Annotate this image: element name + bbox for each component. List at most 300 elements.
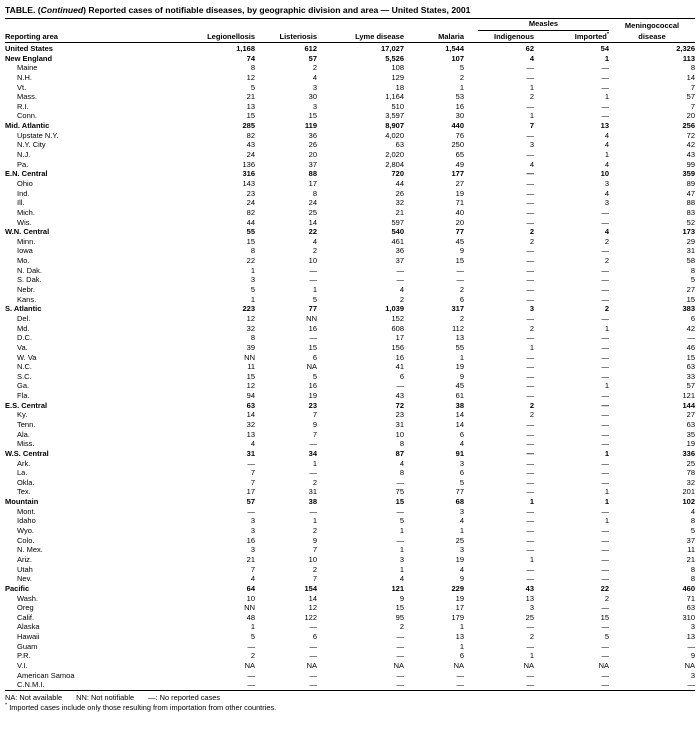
cell-meningococcal: 78 (686, 468, 695, 478)
cell-reporting-area: N.J. (17, 150, 31, 160)
cell-malaria: 76 (455, 130, 464, 140)
table-row (5, 391, 695, 401)
cell-legionellosis: 1 (250, 265, 255, 275)
lyme-disease-header: Lyme disease (355, 31, 404, 41)
cell-measles-imported: 3 (604, 178, 609, 188)
cell-malaria: — (456, 680, 464, 690)
cell-listeriosis: 5 (312, 294, 317, 304)
footnotes (5, 693, 695, 713)
cell-legionellosis: 44 (246, 217, 255, 227)
cell-measles-imported: — (601, 313, 609, 323)
cell-measles-indigenous: — (526, 371, 534, 381)
table-row (5, 526, 695, 536)
cell-measles-indigenous: 2 (529, 323, 534, 333)
cell-measles-indigenous: — (526, 72, 534, 82)
cell-malaria: 177 (451, 169, 464, 179)
cell-lyme-disease: 540 (391, 227, 404, 237)
cell-meningococcal: — (687, 641, 695, 651)
cell-measles-indigenous: — (526, 246, 534, 256)
cell-reporting-area: Ind. (17, 188, 30, 198)
cell-lyme-disease: — (396, 506, 404, 516)
table-row (5, 121, 695, 131)
cell-malaria: 55 (455, 342, 464, 352)
measles-imported-header: Imported* (574, 31, 609, 41)
table-row (5, 651, 695, 661)
table-row (5, 449, 695, 459)
table-row (5, 680, 695, 690)
cell-meningococcal: 144 (682, 400, 695, 410)
cell-measles-indigenous: — (526, 130, 534, 140)
cell-lyme-disease: — (396, 632, 404, 642)
cell-measles-imported: 1 (604, 516, 609, 526)
cell-measles-imported: 2 (604, 593, 609, 603)
cell-legionellosis: 1,168 (236, 44, 255, 53)
cell-lyme-disease: 129 (391, 72, 404, 82)
cell-malaria: NA (453, 661, 464, 670)
cell-reporting-area: Minn. (17, 236, 36, 246)
table-title: TABLE. (Continued) Reported cases of notifiable diseases, by geographic division and area — United States, 2001 (5, 5, 471, 15)
table-row (5, 439, 695, 449)
cell-measles-indigenous: 3 (529, 603, 534, 613)
cell-listeriosis: — (309, 468, 317, 478)
cell-meningococcal: 8 (690, 265, 695, 275)
cell-reporting-area: Guam (17, 641, 38, 651)
cell-listeriosis: 24 (308, 198, 317, 208)
table-row (5, 574, 695, 584)
cell-listeriosis: 88 (308, 169, 317, 179)
cell-measles-indigenous: — (526, 333, 534, 343)
cell-meningococcal: 113 (682, 53, 695, 63)
cell-reporting-area: N. Mex. (17, 545, 43, 555)
cell-measles-imported: 1 (604, 448, 609, 458)
cell-measles-indigenous: 2 (529, 236, 534, 246)
table-row (5, 169, 695, 179)
cell-meningococcal: 11 (687, 545, 695, 555)
cell-legionellosis: NN (244, 603, 255, 613)
cell-legionellosis: 43 (246, 140, 255, 150)
cell-legionellosis: 13 (246, 101, 255, 111)
cell-measles-indigenous: — (526, 198, 534, 208)
cell-measles-imported: — (601, 564, 609, 574)
cell-legionellosis: 7 (250, 564, 255, 574)
cell-lyme-disease: 37 (395, 256, 404, 266)
table-row (5, 237, 695, 247)
cell-listeriosis: 4 (312, 72, 317, 82)
cell-listeriosis: 34 (308, 448, 317, 458)
cell-malaria: 440 (451, 121, 464, 131)
cell-reporting-area: La. (17, 468, 28, 478)
cell-malaria: 317 (451, 304, 464, 314)
cell-reporting-area: Mo. (17, 256, 30, 266)
cell-reporting-area: Tex. (17, 487, 31, 497)
cell-measles-indigenous: 1 (529, 342, 534, 352)
cell-meningococcal: 5 (690, 526, 695, 536)
cell-malaria: 13 (455, 333, 464, 343)
cell-listeriosis: 3 (312, 101, 317, 111)
cell-reporting-area: S. Dak. (17, 275, 42, 285)
table-row (5, 343, 695, 353)
cell-lyme-disease: — (396, 275, 404, 285)
cell-legionellosis: 12 (246, 381, 255, 391)
cell-listeriosis: — (309, 439, 317, 449)
cell-reporting-area: Del. (17, 313, 31, 323)
cell-listeriosis: 119 (304, 121, 317, 131)
cell-listeriosis: NA (306, 661, 317, 670)
cell-listeriosis: 15 (308, 111, 317, 121)
cell-lyme-disease: 44 (395, 178, 404, 188)
cell-measles-indigenous: — (526, 285, 534, 295)
cell-meningococcal: 3 (690, 622, 695, 632)
cell-lyme-disease: 597 (391, 217, 404, 227)
cell-lyme-disease: 17 (395, 333, 404, 343)
cell-legionellosis: 94 (246, 391, 255, 401)
cell-lyme-disease: 8 (399, 439, 404, 449)
cell-legionellosis: 39 (246, 342, 255, 352)
cell-measles-imported: 2 (604, 236, 609, 246)
cell-malaria: 5 (459, 477, 464, 487)
cell-meningococcal: 27 (686, 285, 695, 295)
cell-malaria: 71 (455, 198, 464, 208)
cell-measles-indigenous: 3 (529, 304, 534, 314)
cell-measles-indigenous: 7 (529, 121, 534, 131)
cell-legionellosis: 24 (246, 150, 255, 160)
cell-meningococcal: 336 (682, 448, 695, 458)
cell-measles-imported: — (601, 63, 609, 73)
cell-measles-indigenous: — (526, 458, 534, 468)
cell-reporting-area: W. Va (17, 352, 37, 362)
cell-measles-imported: 4 (604, 227, 609, 237)
cell-malaria: 65 (455, 150, 464, 160)
cell-legionellosis: 22 (246, 256, 255, 266)
cell-listeriosis: 38 (308, 497, 317, 507)
cell-malaria: 9 (459, 246, 464, 256)
cell-malaria: 3 (459, 545, 464, 555)
cell-legionellosis: — (247, 641, 255, 651)
cell-meningococcal: 8 (690, 63, 695, 73)
table-row (5, 353, 695, 363)
cell-listeriosis: 7 (312, 429, 317, 439)
cell-lyme-disease: 608 (391, 323, 404, 333)
cell-lyme-disease: 6 (399, 371, 404, 381)
cell-measles-indigenous: 2 (529, 400, 534, 410)
cell-meningococcal: 27 (686, 410, 695, 420)
cell-meningococcal: 15 (686, 352, 695, 362)
cell-measles-imported: 3 (604, 198, 609, 208)
cell-malaria: 45 (455, 236, 464, 246)
cell-measles-imported: — (601, 111, 609, 121)
cell-lyme-disease: 4,020 (385, 130, 404, 140)
cell-legionellosis: 32 (246, 419, 255, 429)
cell-malaria: 112 (452, 323, 464, 333)
cell-lyme-disease: 8 (399, 468, 404, 478)
cell-lyme-disease: 3,597 (385, 111, 404, 121)
cell-legionellosis: 15 (246, 236, 255, 246)
footnote-dash: —: No reported cases (148, 692, 221, 702)
cell-listeriosis: 6 (312, 632, 317, 642)
cell-lyme-disease: 10 (395, 429, 404, 439)
cell-legionellosis: 7 (250, 468, 255, 478)
cell-measles-indigenous: — (526, 217, 534, 227)
cell-legionellosis: 12 (246, 72, 255, 82)
cell-legionellosis: 74 (246, 53, 255, 63)
cell-legionellosis: — (247, 680, 255, 690)
cell-reporting-area: Vt. (17, 82, 27, 92)
cell-malaria: 6 (459, 429, 464, 439)
cell-measles-imported: 4 (604, 140, 609, 150)
table-row (5, 478, 695, 488)
cell-listeriosis: NN (306, 313, 317, 323)
cell-malaria: 6 (459, 468, 464, 478)
cell-reporting-area: W.N. Central (5, 227, 50, 237)
cell-measles-indigenous: — (526, 439, 534, 449)
cell-measles-indigenous: 25 (525, 612, 534, 622)
table-row (5, 661, 695, 671)
cell-listeriosis: 12 (308, 603, 317, 613)
cell-reporting-area: Pacific (5, 583, 30, 593)
cell-meningococcal: 89 (686, 178, 695, 188)
cell-lyme-disease: — (396, 477, 404, 487)
cell-listeriosis: 10 (308, 554, 317, 564)
cell-measles-indigenous: — (526, 574, 534, 584)
cell-reporting-area: Oreg (17, 603, 34, 613)
cell-measles-imported: 15 (600, 612, 609, 622)
table-row (5, 150, 695, 160)
cell-listeriosis: 7 (312, 410, 317, 420)
cell-listeriosis: — (309, 506, 317, 516)
table-row (5, 160, 695, 170)
cell-lyme-disease: 72 (395, 400, 404, 410)
cell-legionellosis: — (247, 458, 255, 468)
table-row (5, 632, 695, 642)
cell-measles-imported: 4 (604, 130, 609, 140)
table-row (5, 304, 695, 314)
cell-malaria: 91 (455, 448, 464, 458)
table-row (5, 73, 695, 83)
cell-measles-indigenous: — (526, 622, 534, 632)
cell-malaria: 77 (455, 487, 464, 497)
cell-meningococcal: 99 (686, 159, 695, 169)
cell-reporting-area: Upstate N.Y. (17, 130, 59, 140)
cell-measles-imported: — (601, 439, 609, 449)
cell-malaria: 107 (451, 53, 464, 63)
cell-malaria: 1 (459, 641, 464, 651)
cell-measles-indigenous: — (526, 362, 534, 372)
cell-malaria: 250 (451, 140, 464, 150)
cell-meningococcal: — (687, 333, 695, 343)
cell-reporting-area: Iowa (17, 246, 33, 256)
cell-reporting-area: Wis. (17, 217, 32, 227)
cell-meningococcal: 88 (686, 198, 695, 208)
cell-legionellosis: 48 (246, 612, 255, 622)
cell-legionellosis: 23 (246, 188, 255, 198)
cell-malaria: — (456, 275, 464, 285)
cell-measles-indigenous: 1 (529, 651, 534, 661)
cell-malaria: 30 (455, 111, 464, 121)
cell-measles-indigenous: — (526, 391, 534, 401)
cell-lyme-disease: 32 (395, 198, 404, 208)
cell-meningococcal: 4 (690, 506, 695, 516)
table-row (5, 131, 695, 141)
cell-legionellosis: 5 (250, 82, 255, 92)
cell-measles-imported: — (601, 72, 609, 82)
cell-lyme-disease: 26 (395, 188, 404, 198)
cell-measles-imported: — (601, 333, 609, 343)
cell-malaria: 1 (459, 526, 464, 536)
cell-lyme-disease: — (396, 651, 404, 661)
cell-measles-imported: 1 (604, 92, 609, 102)
cell-malaria: 15 (455, 256, 464, 266)
cell-measles-imported: 2 (604, 256, 609, 266)
cell-lyme-disease: — (396, 680, 404, 690)
cell-legionellosis: 63 (246, 400, 255, 410)
cell-malaria: 14 (455, 419, 464, 429)
cell-malaria: 13 (455, 632, 464, 642)
cell-lyme-disease: 17,027 (381, 44, 404, 53)
table-row (5, 613, 695, 623)
cell-listeriosis: 16 (308, 323, 317, 333)
cell-meningococcal: 57 (686, 92, 695, 102)
table-row (5, 536, 695, 546)
cell-malaria: 77 (455, 227, 464, 237)
cell-meningococcal: 37 (686, 535, 695, 545)
table-row (5, 430, 695, 440)
measles-group-header: Measles (464, 19, 609, 32)
cell-measles-imported: — (601, 458, 609, 468)
cell-meningococcal: 57 (686, 381, 695, 391)
cell-malaria: 2 (459, 313, 464, 323)
cell-legionellosis: 5 (250, 632, 255, 642)
meningococcal-header-line1: Meningococcal (624, 21, 680, 30)
footnote-imported: * Imported cases include only those resulting from importation from other countries. (5, 702, 277, 712)
cell-reporting-area: Conn. (17, 111, 38, 121)
cell-measles-imported: — (601, 207, 609, 217)
cell-measles-indigenous: — (526, 448, 534, 458)
cell-meningococcal: 33 (686, 371, 695, 381)
cell-listeriosis: 2 (312, 63, 317, 73)
legionellosis-header: Legionellosis (207, 31, 255, 41)
cell-measles-imported: 1 (604, 323, 609, 333)
cell-listeriosis: 2 (312, 526, 317, 536)
cell-listeriosis: 5 (312, 371, 317, 381)
cell-lyme-disease: 23 (395, 410, 404, 420)
table-row (5, 285, 695, 295)
cell-lyme-disease: NA (393, 661, 404, 670)
cell-reporting-area: P.R. (17, 651, 31, 661)
cell-legionellosis: 3 (250, 275, 255, 285)
cell-measles-imported: 1 (604, 381, 609, 391)
cell-measles-imported: 22 (600, 583, 609, 593)
cell-lyme-disease: 43 (395, 391, 404, 401)
cell-meningococcal: 35 (686, 429, 695, 439)
cell-reporting-area: Ark. (17, 458, 31, 468)
cell-malaria: 9 (459, 371, 464, 381)
cell-malaria: 38 (455, 400, 464, 410)
table-row (5, 246, 695, 256)
cell-meningococcal: 63 (686, 362, 695, 372)
cell-lyme-disease: 41 (395, 362, 404, 372)
cell-reporting-area: W.S. Central (5, 448, 49, 458)
cell-measles-indigenous: — (526, 352, 534, 362)
cell-lyme-disease: 2 (399, 622, 404, 632)
cell-listeriosis: — (309, 275, 317, 285)
cell-malaria: 14 (455, 410, 464, 420)
cell-lyme-disease: 510 (391, 101, 404, 111)
cell-reporting-area: Miss. (17, 439, 35, 449)
cell-malaria: 19 (455, 554, 464, 564)
cell-listeriosis: — (309, 670, 317, 680)
cell-legionellosis: 24 (246, 198, 255, 208)
cell-meningococcal: 46 (686, 342, 695, 352)
cell-meningococcal: 47 (686, 188, 695, 198)
cell-reporting-area: Calif. (17, 612, 35, 622)
cell-measles-indigenous: 2 (529, 227, 534, 237)
table-row (5, 671, 695, 681)
cell-measles-indigenous: — (526, 188, 534, 198)
malaria-header: Malaria (438, 31, 464, 41)
cell-lyme-disease: — (396, 641, 404, 651)
cell-malaria: — (456, 265, 464, 275)
cell-meningococcal: 310 (682, 612, 695, 622)
cell-listeriosis: 19 (308, 391, 317, 401)
cell-malaria: 9 (459, 574, 464, 584)
cell-reporting-area: N. Dak. (17, 265, 43, 275)
cell-measles-imported: — (601, 342, 609, 352)
cell-measles-imported: 2 (604, 304, 609, 314)
cell-malaria: 16 (455, 101, 464, 111)
cell-malaria: 4 (459, 516, 464, 526)
cell-malaria: 19 (455, 188, 464, 198)
footnote-na: NA: Not available (5, 692, 63, 702)
cell-malaria: 68 (455, 497, 464, 507)
cell-reporting-area: Utah (17, 564, 33, 574)
cell-reporting-area: Idaho (17, 516, 36, 526)
cell-malaria: 53 (455, 92, 464, 102)
cell-measles-indigenous: 62 (525, 44, 534, 53)
cell-reporting-area: Ala. (17, 429, 30, 439)
cell-listeriosis: 25 (308, 207, 317, 217)
cell-listeriosis: 17 (308, 178, 317, 188)
cell-legionellosis: 11 (247, 362, 255, 372)
cell-reporting-area: R.I. (17, 101, 29, 111)
cell-listeriosis: — (309, 265, 317, 275)
cell-listeriosis: 57 (308, 53, 317, 63)
cell-meningococcal: 3 (690, 670, 695, 680)
cell-meningococcal: 13 (686, 632, 695, 642)
cell-measles-imported: 54 (600, 44, 609, 53)
cell-lyme-disease: 461 (391, 236, 404, 246)
cell-legionellosis: 143 (242, 178, 255, 188)
table-row (5, 420, 695, 430)
table-body (5, 43, 695, 690)
cell-listeriosis: 31 (308, 487, 317, 497)
cell-reporting-area: Va. (17, 342, 28, 352)
cell-legionellosis: 3 (250, 545, 255, 555)
cell-malaria: 19 (455, 593, 464, 603)
cell-listeriosis: 9 (312, 419, 317, 429)
table-row (5, 497, 695, 507)
cell-lyme-disease: — (396, 265, 404, 275)
cell-listeriosis: 4 (312, 236, 317, 246)
table-row (5, 622, 695, 632)
cell-malaria: 3 (459, 458, 464, 468)
cell-meningococcal: 29 (686, 236, 695, 246)
cell-measles-imported: — (601, 419, 609, 429)
cell-measles-imported: — (601, 651, 609, 661)
cell-lyme-disease: 87 (395, 448, 404, 458)
table-row (5, 459, 695, 469)
table-row (5, 140, 695, 150)
cell-reporting-area: Colo. (17, 535, 35, 545)
